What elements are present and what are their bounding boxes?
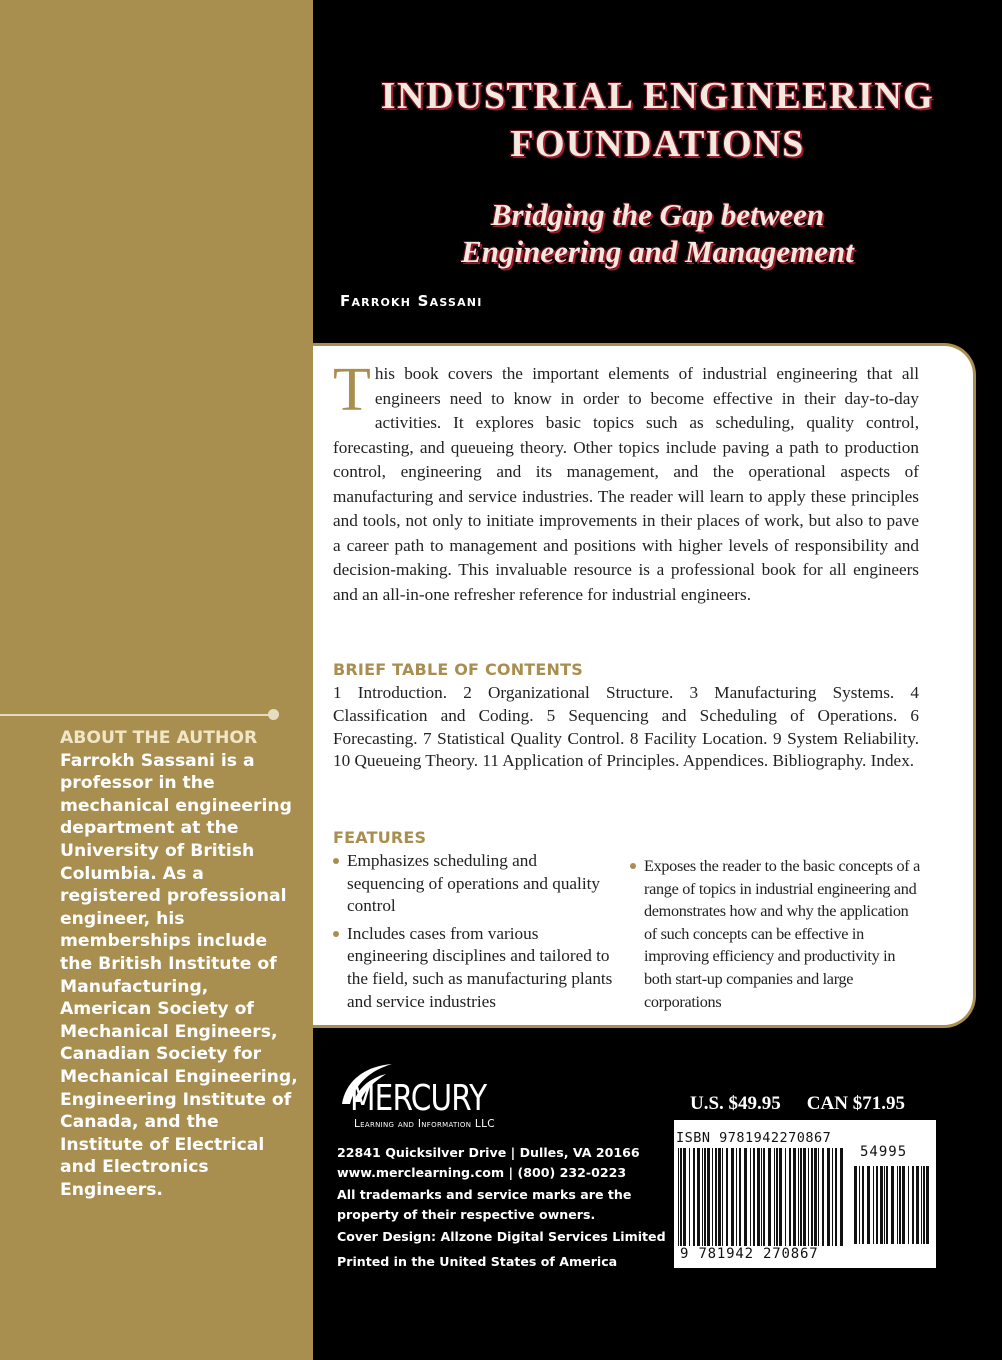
logo-subtitle: Learning and Information LLC — [354, 1118, 495, 1130]
description-text: his book covers the important elements of industrial engineering that all engineers need to know in order to become effective in their day-to-day activities. It explores basic topics such as scheduling, quality control, forecasting, and queueing theory. Other topics include paving a path to production control, engineering and its management, and the operational aspects of manufacturing and service industries. The reader will learn to apply these principles and tools, not only to initiate improvements in their places of work, but also to pave a career path to management and positions with higher levels of responsibility and decision-making. This invaluable resource is a professional book for all engineers and an all-in-one refresher reference for industrial engineers. — [333, 364, 919, 604]
feature-item: Emphasizes scheduling and sequencing of operations and quality control — [333, 850, 618, 918]
isbn-text: ISBN 9781942270867 — [676, 1130, 832, 1146]
drop-cap: T — [333, 356, 371, 424]
book-title-line1: INDUSTRIAL ENGINEERING — [380, 75, 935, 117]
price-can: CAN $71.95 — [806, 1093, 905, 1114]
trademark-line1: All trademarks and service marks are the — [337, 1187, 632, 1202]
cover-design-credit: Cover Design: Allzone Digital Services Limited — [337, 1229, 666, 1244]
about-author-heading: ABOUT THE AUTHOR — [60, 728, 258, 748]
ean-text: 9 781942 270867 — [680, 1246, 819, 1262]
book-description — [333, 356, 919, 607]
book-title — [313, 72, 1002, 168]
book-subtitle-line2: Engineering and Management — [461, 234, 854, 269]
barcode-addon-bars-icon — [854, 1166, 930, 1244]
about-author-text: Farrokh Sassani is a professor in the mechanical engineering department at the University of British Columbia. As a registered professional engineer, his memberships include the British Institute of Manufacturing, American Society of Mechanical Engineers, Canadian Society for Mechanical Engineering, Engineering Institute of Canada, and the Institute of Electrical and Electronics Engineers. — [60, 750, 298, 1200]
cover-author-name: Farrokh Sassani — [340, 292, 483, 310]
barcode — [674, 1120, 936, 1268]
publisher-address — [337, 1143, 640, 1182]
price-us: U.S. $49.95 — [690, 1093, 781, 1114]
book-title-line2: FOUNDATIONS — [510, 123, 805, 165]
printed-in: Printed in the United States of America — [337, 1254, 618, 1269]
barcode-bars-icon — [678, 1148, 846, 1246]
trademark-notice — [337, 1185, 631, 1224]
about-author-section — [60, 727, 300, 1201]
divider-dot — [268, 709, 279, 720]
features-list-right — [630, 855, 920, 1018]
mercury-logo — [336, 1058, 526, 1140]
barcode-addon-text: 54995 — [860, 1144, 908, 1160]
logo-name: MERCURY — [350, 1078, 487, 1119]
book-subtitle-line1: Bridging the Gap between — [490, 197, 825, 232]
feature-item: Includes cases from various engineering disciplines and tailored to the field, such as manufacturing plants and service industries — [333, 923, 618, 1013]
toc-text: 1 Introduction. 2 Organizational Structure. 3 Manufacturing Systems. 4 Classification and Coding. 5 Sequencing and Scheduling of Operations. 6 Forecasting. 7 Statistical Quality Control. 8 Facility Location. 9 System Reliability. 10 Queueing Theory. 11 Application of Principles. Appendices. Bibliography. Index. — [333, 683, 919, 771]
prices — [690, 1093, 931, 1115]
features-list-left — [333, 850, 618, 1018]
trademark-line2: property of their respective owners. — [337, 1206, 596, 1222]
feature-item: Exposes the reader to the basic concepts of a range of topics in industrial engineering and demonstrates how and why the application of such concepts can be effective in improving efficiency and productivity in both start-up companies and large corporations — [630, 855, 920, 1013]
divider-line — [0, 714, 270, 716]
address-line: 22841 Quicksilver Drive | Dulles, VA 20166 — [337, 1145, 640, 1160]
contact-line: www.merclearning.com | (800) 232-0223 — [337, 1164, 627, 1180]
toc-heading: BRIEF TABLE OF CONTENTS — [333, 660, 583, 679]
book-subtitle — [313, 196, 1002, 270]
features-heading: FEATURES — [333, 828, 427, 847]
